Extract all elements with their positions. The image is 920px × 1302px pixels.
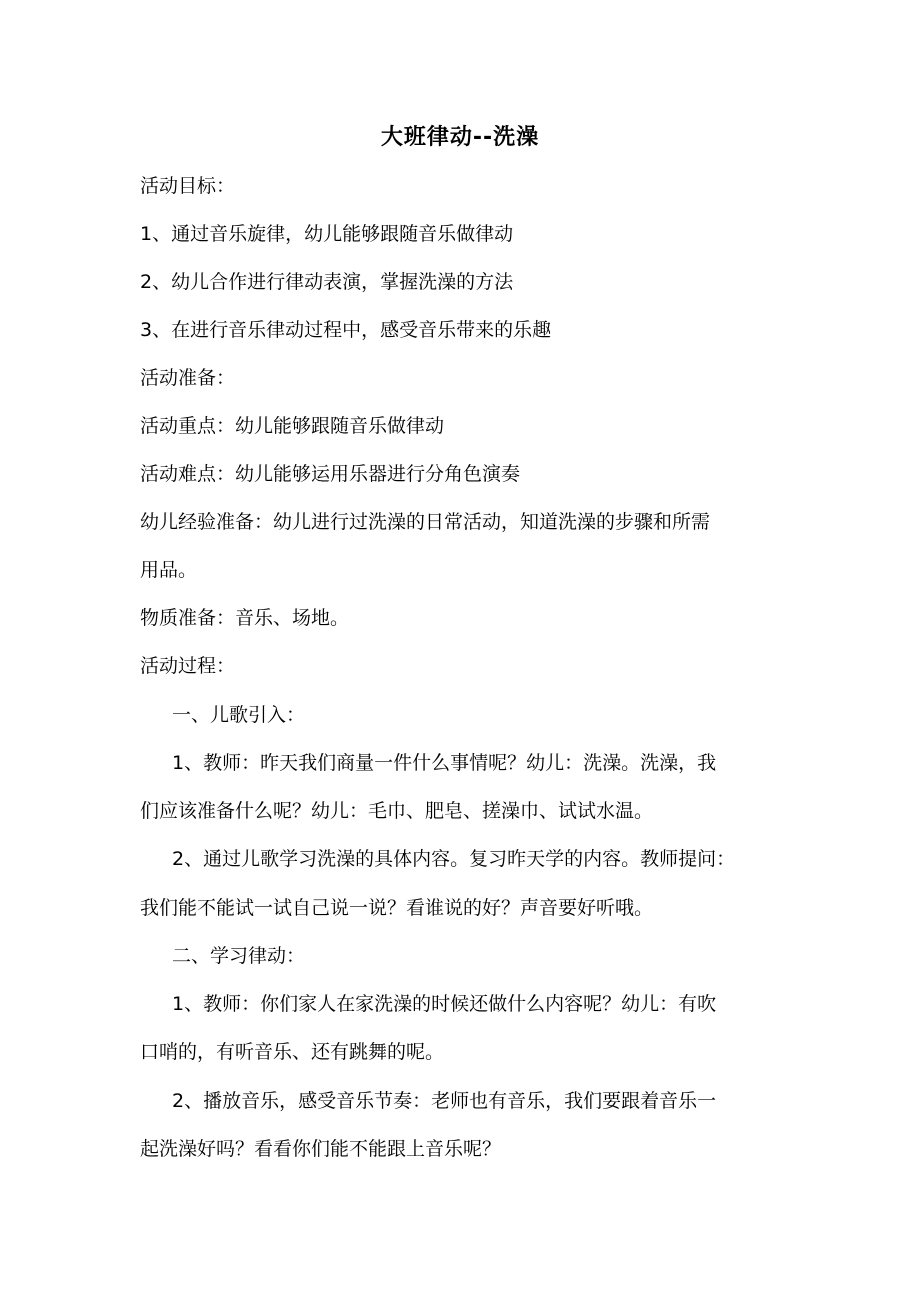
document-title: 大班律动--洗澡 <box>380 125 540 150</box>
subsection-heading-2: 二、学习律动： <box>172 945 306 967</box>
section-heading-goals: 活动目标： <box>140 175 236 197</box>
experience-preparation: 幼儿经验准备：幼儿进行过洗澡的日常活动，知道洗澡的步骤和所需 <box>140 511 711 533</box>
subsection-heading-1: 一、儿歌引入： <box>172 704 306 726</box>
paragraph-line: 2、通过儿歌学习洗澡的具体内容。复习昨天学的内容。教师提问： <box>172 848 736 870</box>
section-heading-process: 活动过程： <box>140 655 236 677</box>
goal-item-1: 1、通过音乐旋律，幼儿能够跟随音乐做律动 <box>140 223 514 245</box>
paragraph-line: 口哨的，有听音乐、还有跳舞的呢。 <box>140 1041 445 1063</box>
paragraph-line: 1、教师：昨天我们商量一件什么事情呢？幼儿：洗澡。洗澡，我 <box>172 752 717 774</box>
paragraph-line: 起洗澡好吗？看看你们能不能跟上音乐呢？ <box>140 1138 502 1160</box>
key-point: 活动重点：幼儿能够跟随音乐做律动 <box>140 415 445 437</box>
goal-item-2: 2、幼儿合作进行律动表演，掌握洗澡的方法 <box>140 271 514 293</box>
paragraph-line: 1、教师：你们家人在家洗澡的时候还做什么内容呢？幼儿：有吹 <box>172 993 717 1015</box>
difficult-point: 活动难点：幼儿能够运用乐器进行分角色演奏 <box>140 463 521 485</box>
experience-preparation-cont: 用品。 <box>140 559 198 581</box>
paragraph-line: 我们能不能试一试自己说一说？看谁说的好？声音要好听哦。 <box>140 897 654 919</box>
material-preparation: 物质准备：音乐、场地。 <box>140 607 350 629</box>
section-heading-preparation: 活动准备： <box>140 367 236 389</box>
paragraph-line: 2、播放音乐，感受音乐节奏：老师也有音乐，我们要跟着音乐一 <box>172 1090 717 1112</box>
goal-item-3: 3、在进行音乐律动过程中，感受音乐带来的乐趣 <box>140 319 552 341</box>
paragraph-line: 们应该准备什么呢？幼儿：毛巾、肥皂、搓澡巾、试试水温。 <box>140 800 654 822</box>
